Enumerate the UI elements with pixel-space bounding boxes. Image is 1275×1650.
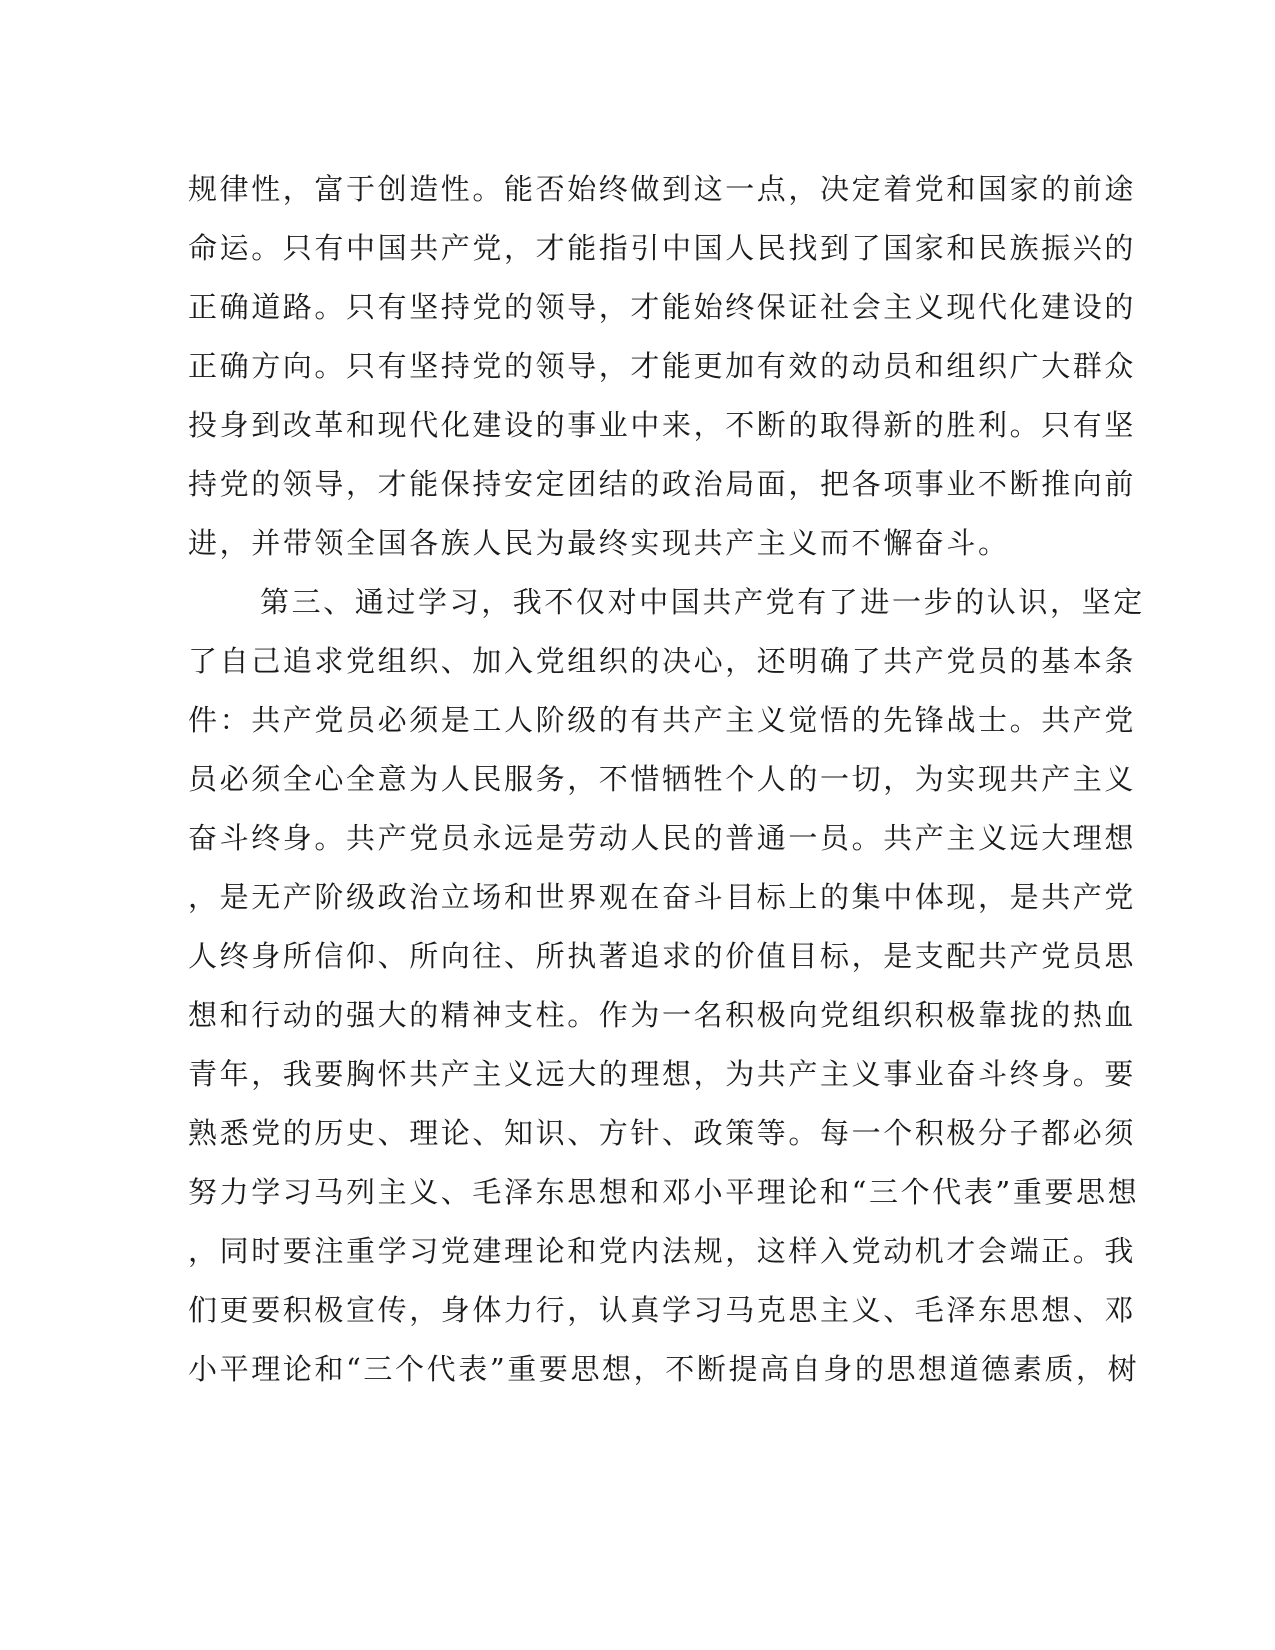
text-line: 规律性，富于创造性。能否始终做到这一点，决定着党和国家的前途 (188, 172, 1137, 206)
text-line: 命运。只有中国共产党，才能指引中国人民找到了国家和民族振兴的 (188, 231, 1137, 265)
text-line: 小平理论和“三个代表”重要思想，不断提高自身的思想道德素质，树 (188, 1352, 1140, 1386)
text-line: 人终身所信仰、所向往、所执著追求的价值目标，是支配共产党员思 (188, 939, 1137, 973)
text-line: 们更要积极宣传，身体力行，认真学习马克思主义、毛泽东思想、邓 (188, 1293, 1137, 1327)
text-line: 持党的领导，才能保持安定团结的政治局面，把各项事业不断推向前 (188, 467, 1137, 501)
text-line: ，是无产阶级政治立场和世界观在奋斗目标上的集中体现，是共产党 (188, 880, 1137, 914)
paragraph-start-line: 第三、通过学习，我不仅对中国共产党有了进一步的认识，坚定 (260, 585, 1145, 619)
text-line: ，同时要注重学习党建理论和党内法规，这样入党动机才会端正。我 (188, 1234, 1137, 1268)
text-line: 正确道路。只有坚持党的领导，才能始终保证社会主义现代化建设的 (188, 290, 1137, 324)
text-line: 青年，我要胸怀共产主义远大的理想，为共产主义事业奋斗终身。要 (188, 1057, 1137, 1091)
text-line: 熟悉党的历史、理论、知识、方针、政策等。每一个积极分子都必须 (188, 1116, 1137, 1150)
text-line: 正确方向。只有坚持党的领导，才能更加有效的动员和组织广大群众 (188, 349, 1137, 383)
text-line: 进，并带领全国各族人民为最终实现共产主义而不懈奋斗。 (188, 526, 1010, 560)
body-text (188, 160, 1145, 1399)
text-line: 投身到改革和现代化建设的事业中来，不断的取得新的胜利。只有坚 (188, 408, 1137, 442)
text-line: 件：共产党员必须是工人阶级的有共产主义觉悟的先锋战士。共产党 (188, 703, 1137, 737)
text-line: 努力学习马列主义、毛泽东思想和邓小平理论和“三个代表”重要思想 (188, 1175, 1140, 1209)
text-line: 想和行动的强大的精神支柱。作为一名积极向党组织积极靠拢的热血 (188, 998, 1137, 1032)
text-line: 员必须全心全意为人民服务，不惜牺牲个人的一切，为实现共产主义 (188, 762, 1137, 796)
text-line: 了自己追求党组织、加入党组织的决心，还明确了共产党员的基本条 (188, 644, 1137, 678)
text-line: 奋斗终身。共产党员永远是劳动人民的普通一员。共产主义远大理想 (188, 821, 1137, 855)
